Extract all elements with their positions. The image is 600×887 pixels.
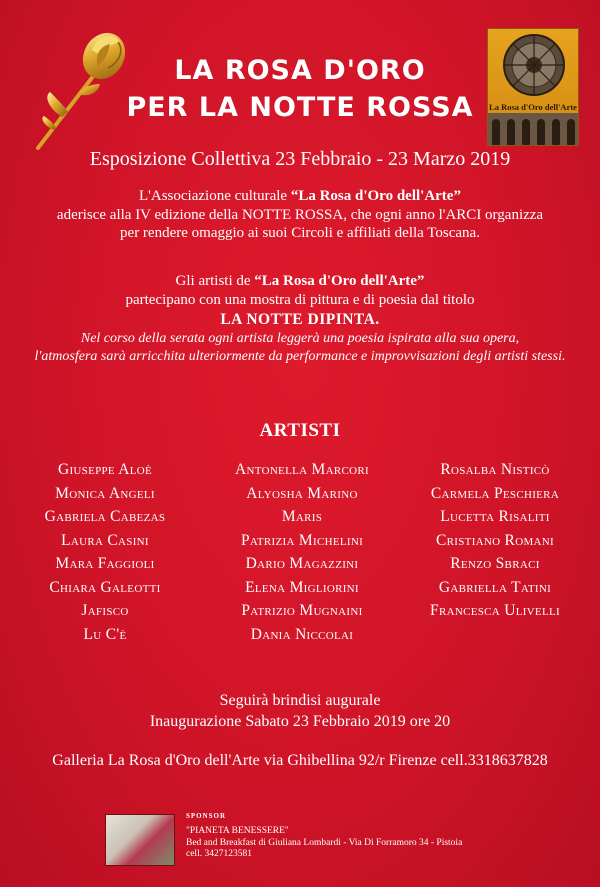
artist-name: Carmela Peschiera xyxy=(430,484,560,502)
association-name-2: “La Rosa d'Oro dell'Arte” xyxy=(254,273,425,289)
toast-line: Seguirà brindisi augurale xyxy=(219,692,381,709)
opening-info xyxy=(0,690,600,732)
artist-name: Lu C'è xyxy=(83,625,127,643)
title-line-1: LA ROSA D'ORO xyxy=(174,55,426,86)
artist-name: Patrizia Michelini xyxy=(240,531,364,549)
sponsor-photo xyxy=(105,814,175,866)
intro-paragraph xyxy=(0,187,600,243)
intro-line-2: aderisce alla IV edizione della NOTTE ROSSA, che ogni anno l'ARCI organizza xyxy=(56,206,544,223)
poster-title xyxy=(120,52,480,126)
exhibit-paragraph xyxy=(0,272,600,367)
artists-column-2 xyxy=(207,458,397,646)
show-title: LA NOTTE DIPINTA. xyxy=(220,311,380,328)
artist-name: Patrizio Mugnaini xyxy=(241,602,363,619)
rose-window-icon xyxy=(488,29,579,146)
gallery-address: Galleria La Rosa d'Oro dell'Arte via Ghibellina 92/r Firenze cell.3318637828 xyxy=(52,752,548,769)
artist-name: Mara Faggioli xyxy=(55,555,155,572)
inauguration-line: Inaugurazione Sabato 23 Febbraio 2019 ore 20 xyxy=(149,713,451,730)
intro-line-1: L'Associazione culturale “La Rosa d'Oro dell'Arte” xyxy=(139,188,461,204)
artists-heading: ARTISTI xyxy=(259,420,341,441)
sponsor-details xyxy=(186,826,462,861)
artist-name: Cristiano Romani xyxy=(436,531,554,549)
artist-name: Lucetta Risaliti xyxy=(440,508,550,525)
sponsor-address: Bed and Breakfast di Giuliana Lombardi - Via Di Forramoro 34 - Pistoia xyxy=(186,837,463,848)
artists-column-3 xyxy=(400,458,590,623)
title-line-2: PER LA NOTTE ROSSA xyxy=(126,92,474,123)
intro-line-3: per rendere omaggio ai suoi Circoli e affiliati della Toscana. xyxy=(120,225,480,241)
artist-name: Rosalba Nisticò xyxy=(440,461,550,478)
artist-name: Laura Casini xyxy=(61,531,149,549)
logo-caption: La Rosa d'Oro dell'Arte xyxy=(489,102,577,112)
association-name: “La Rosa d'Oro dell'Arte” xyxy=(290,188,461,204)
artist-name: Francesca Ulivelli xyxy=(430,602,560,619)
exhibit-line-3: Nel corso della serata ogni artista leggerà una poesia ispirata alla sua opera, xyxy=(80,330,520,346)
association-logo xyxy=(487,28,579,146)
artist-name: Gabriela Cabezas xyxy=(44,508,166,525)
artist-name: Chiara Galeotti xyxy=(49,578,161,596)
artist-name: Monica Angeli xyxy=(55,484,155,502)
exhibit-line-2: partecipano con una mostra di pittura e di poesia dal titolo xyxy=(125,291,475,308)
artist-name: Renzo Sbraci xyxy=(450,555,540,572)
artist-name: Gabriella Tatini xyxy=(438,578,552,596)
artist-name: Maris xyxy=(281,508,323,525)
sponsor-name: "PIANETA BENESSERE" xyxy=(186,826,289,836)
artists-column-1 xyxy=(15,458,195,646)
sponsor-phone: cell. 3427123581 xyxy=(186,849,252,859)
artist-name: Dania Niccolai xyxy=(250,625,354,643)
artist-name: Jafisco xyxy=(81,602,129,619)
exhibit-line-1: Gli artisti de “La Rosa d'Oro dell'Arte” xyxy=(175,273,425,289)
artist-name: Dario Magazzini xyxy=(245,555,359,572)
artist-name: Giuseppe Aloè xyxy=(57,461,153,478)
artist-name: Alyosha Marino xyxy=(246,484,358,502)
exhibition-dates: Esposizione Collettiva 23 Febbraio - 23 Marzo 2019 xyxy=(89,148,511,170)
artist-name: Antonella Marcori xyxy=(235,461,369,478)
exhibit-line-4: l'atmosfera sarà arricchita ulteriormente da performance e improvvisazioni degli artisti stessi. xyxy=(34,349,566,364)
sponsor-label: SPONSOR xyxy=(186,812,227,820)
artist-name: Elena Migliorini xyxy=(245,578,359,596)
